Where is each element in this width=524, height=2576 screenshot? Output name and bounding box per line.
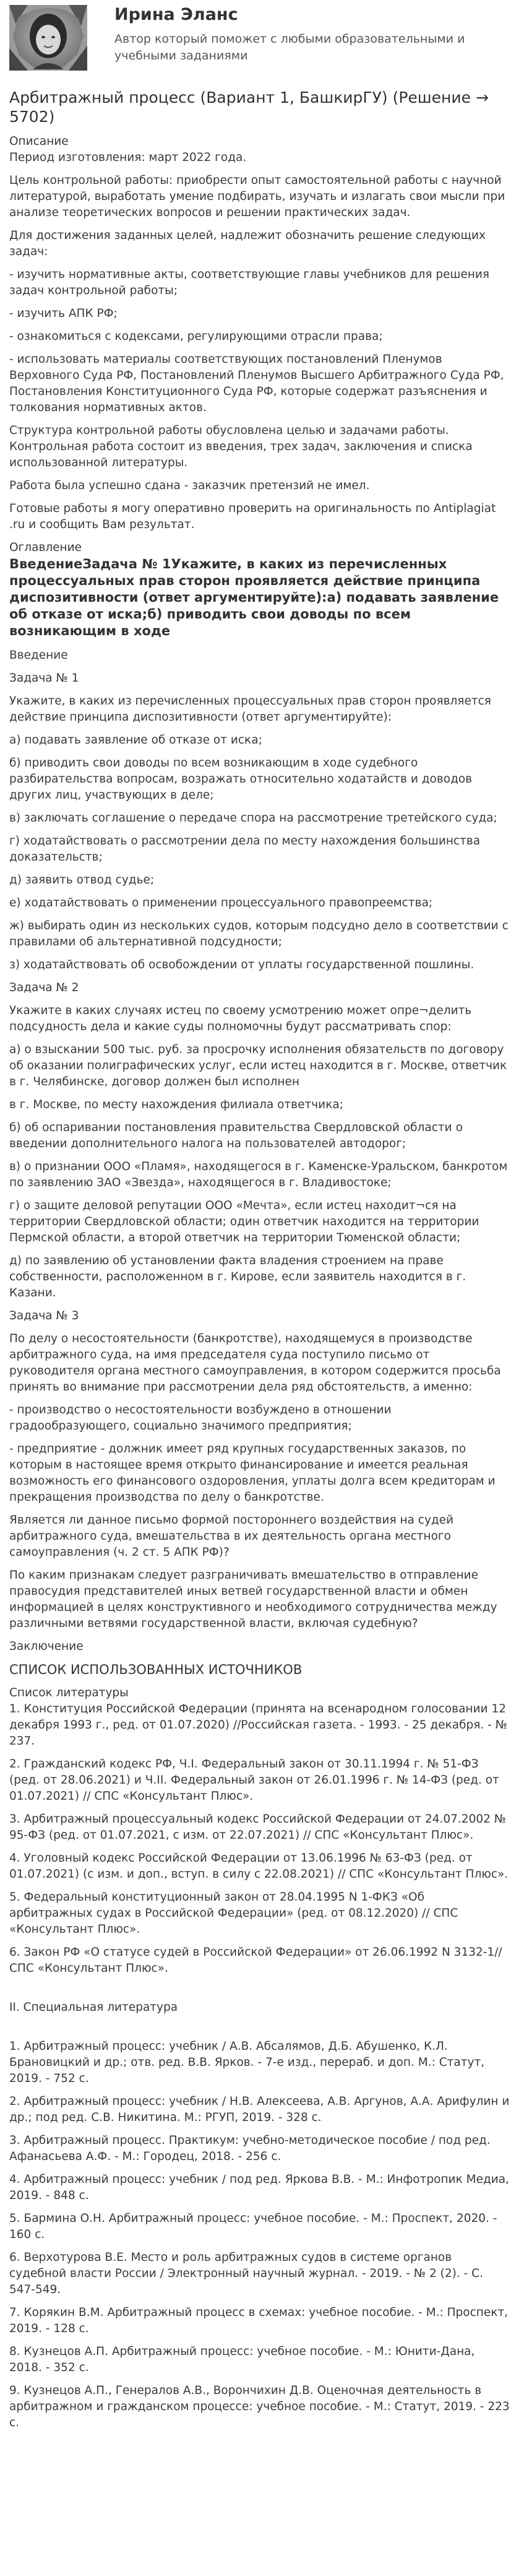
task3-label: Задача № 3 xyxy=(9,1309,79,1322)
task1-item: б) приводить свои доводы по всем возникающим в ходе судебного разбирательства вопросам, возражать относительно ходатайств и доводов других лиц, участвующих в деле; xyxy=(9,757,473,802)
special-literature-item: 4. Арбитражный процесс: учебник / под ред. Яркова В.В. - М.: Инфотропик Медиа, 2019. - 848 с. xyxy=(9,2173,510,2202)
task1-item: в) заключать соглашение о передаче спора на рассмотрение третейского суда; xyxy=(9,812,497,825)
author-header xyxy=(9,0,515,74)
intro-paragraph: Для достижения заданных целей, надлежит обозначить решение следующих задач: xyxy=(9,229,486,258)
spacer xyxy=(9,1984,510,2000)
author-description: Автор который поможет с любыми образовательными и учебными заданиями xyxy=(114,32,465,63)
task3-item: - производство о несостоятельности возбуждено в отношении градообразующего, социально значимого предприятия; xyxy=(9,1403,392,1433)
literature-list-label: Список литературы xyxy=(9,1686,129,1699)
bibliography-heading: СПИСОК ИСПОЛЬЗОВАННЫХ ИСТОЧНИКОВ xyxy=(9,1662,303,1677)
production-date: Период изготовления: март 2022 года. xyxy=(9,151,247,164)
task2-item: б) об оспаривании постановления правительства Свердловской области о введении дополнительного налога на пользователей автодорог; xyxy=(9,1121,463,1150)
task2-item: Укажите в каких случаях истец по своему усмотрению может опре¬делить подсудность дела и какие суды полномочны будут рассматривать спор: xyxy=(9,1004,472,1033)
special-literature-item: 2. Арбитражный процесс: учебник / Н.В. Алексеева, А.В. Аргунов, А.А. Арифулин и др.; под ред. С.В. Никитина. М.: РГУП, 2019. - 328 с. xyxy=(9,2095,510,2124)
special-literature-item: 8. Кузнецов А.П. Арбитражный процесс: учебное пособие. - М.: Юнити-Дана, 2018. - 352 с. xyxy=(9,2345,475,2374)
intro-section-label: Введение xyxy=(9,649,68,662)
special-literature-label: II. Специальная литература xyxy=(9,2001,178,2014)
author-avatar[interactable] xyxy=(9,5,87,71)
document-content xyxy=(9,88,510,2438)
intro-paragraph: Работа была успешно сдана - заказчик претензий не имел. xyxy=(9,479,370,492)
literature-item: 4. Уголовный кодекс Российской Федерации от 13.06.1996 № 63-ФЗ (ред. от 01.07.2021) (с изм. и доп., вступ. в силу с 22.08.2021) // СПС «Консультант Плюс». xyxy=(9,1852,509,1881)
intro-paragraph: Цель контрольной работы: приобрести опыт самостоятельной работы с научной литературой, выработать умение подбирать, изучать и излагать свои мысли при анализе теоретических вопросов и решении практических задач. xyxy=(9,174,505,219)
intro-paragraph: Структура контрольной работы обусловлена целью и задачами работы. Контрольная работа состоит из введения, трех задач, заключения и списка использованной литературы. xyxy=(9,424,473,469)
special-literature-item: 6. Верхотурова В.Е. Место и роль арбитражных судов в системе органов судебной власти России / Электронный научный журнал. - 2019. - № 2 (2). - С. 547-549. xyxy=(9,2251,483,2296)
toc-label: Оглавление xyxy=(9,541,82,554)
literature-item: 6. Закон РФ «О статусе судей в Российской Федерации» от 26.06.1992 N 3132-1// СПС «Консультант Плюс». xyxy=(9,1946,502,1975)
special-literature-item: 9. Кузнецов А.П., Генералов А.В., Ворончихин Д.В. Оценочная деятельность в арбитражном и гражданском процессе: учебное пособие. - М.: Статут, 2019. - 223 с. xyxy=(9,2384,510,2429)
author-name[interactable]: Ирина Эланс xyxy=(114,5,238,24)
task3-item: По делу о несостоятельности (банкротстве), находящемуся в производстве арбитражного суда, на имя председателя суда поступило письмо от руководителя органа местного самоуправления, в котором содержится просьба принять во внимание при рассмотрении дела ряд обстоятельств, а именно: xyxy=(9,1332,501,1394)
intro-paragraph: Готовые работы я могу оперативно проверить на оригинальность по Antiplagiat .ru и сообщить Вам результат. xyxy=(9,502,496,531)
toc-bold-text: ВведениеЗадача № 1Укажите, в каких из перечисленных процессуальных прав сторон проявляется действие принципа диспозитивности (ответ аргументируйте):а) подавать заявление об отказе от иска;б) приводить свои доводы по всем возникающим в ходе xyxy=(9,557,499,638)
spacer xyxy=(9,2023,510,2039)
task2-item: д) по заявлению об установлении факта владения строением на праве собственности, расположенном в г. Кирове, если заявитель находится в г. Казани. xyxy=(9,1254,466,1299)
literature-item: 3. Арбитражный процессуальный кодекс Российской Федерации от 24.07.2002 № 95-ФЗ (ред. от 01.07.2021, с изм. от 22.07.2021) // СПС «Консультант Плюс». xyxy=(9,1813,507,1842)
literature-item: 2. Гражданский кодекс РФ, Ч.I. Федеральный закон от 30.11.1994 г. № 51-ФЗ (ред. от 28.06.2021) и Ч.II. Федеральный закон от 26.01.1996 г. № 14-ФЗ (ред. от 01.07.2021) // СПС «Консультант Плюс». xyxy=(9,1758,499,1803)
task2-item: в) о признании ООО «Пламя», находящегося в г. Каменске-Уральском, банкротом по заявлению ЗАО «Звезда», находящегося в г. Владивостоке; xyxy=(9,1160,508,1189)
task1-item: з) ходатайствовать об освобождении от уплаты государственной пошлины. xyxy=(9,958,475,971)
task1-label: Задача № 1 xyxy=(9,672,79,685)
task3-item: - предприятие - должник имеет ряд крупных государственных заказов, по которым в настоящее время открыто финансирование и имеется реальная возможность его финансового оздоровления, уплаты долга всем кредиторам и прекращения производства по делу о банкротстве. xyxy=(9,1442,496,1504)
document-title: Арбитражный процесс (Вариант 1, БашкирГУ) (Решение → 5702) xyxy=(9,89,489,126)
literature-item: 1. Конституция Российской Федерации (принята на всенародном голосовании 12 декабря 1993 г., ред. от 01.07.2020) //Российская газета. - 1993. - 25 декабря. - № 237. xyxy=(9,1702,507,1748)
task1-item: г) ходатайствовать о рассмотрении дела по месту нахождения большинства доказательств; xyxy=(9,835,481,864)
task3-item: По каким признакам следует разграничивать вмешательство в отправление правосудия представителей иных ветвей государственной власти и обмен информацией в целях конструктивного и необходимого сотрудничества между различными ветвями государственной власти, включая судебную? xyxy=(9,1569,497,1630)
task2-item: в г. Москве, по месту нахождения филиала ответчика; xyxy=(9,1098,343,1111)
special-literature-item: 3. Арбитражный процесс. Практикум: учебно-методическое пособие / под ред. Афанасьева А.Ф. - М.: Городец, 2018. - 256 с. xyxy=(9,2134,491,2163)
intro-paragraph: - ознакомиться с кодексами, регулирующими отрасли права; xyxy=(9,330,383,343)
task1-item: Укажите, в каких из перечисленных процессуальных прав сторон проявляется действие принципа диспозитивности (ответ аргументируйте): xyxy=(9,695,491,724)
conclusion-label: Заключение xyxy=(9,1640,84,1653)
special-literature-item: 7. Корякин В.М. Арбитражный процесс в схемах: учебное пособие. - М.: Проспект, 2019. - 128 с. xyxy=(9,2306,509,2335)
intro-paragraph: - изучить АПК РФ; xyxy=(9,307,118,320)
task1-item: а) подавать заявление об отказе от иска; xyxy=(9,734,262,747)
task1-item: д) заявить отвод судье; xyxy=(9,874,155,887)
task2-label: Задача № 2 xyxy=(9,981,79,994)
description-label: Описание xyxy=(9,135,69,148)
intro-paragraph: - изучить нормативные акты, соответствующие главы учебников для решения задач контрольной работы; xyxy=(9,268,490,297)
task2-item: г) о защите деловой репутации ООО «Мечта», если истец находит¬ся на территории Свердловской области; один ответчик находится на территории Пермской области, а второй ответчик на территории Тюменской области; xyxy=(9,1199,479,1244)
literature-item: 5. Федеральный конституционный закон от 28.04.1995 N 1-ФКЗ «Об арбитражных судах в Российской Федерации» (ред. от 08.12.2020) // СПС «Консультант Плюс». xyxy=(9,1891,458,1936)
task1-item: е) ходатайствовать о применении процессуального правопреемства; xyxy=(9,896,433,909)
task1-item: ж) выбирать один из нескольких судов, которым подсудно дело в соответствии с правилами об альтернативной подсудности; xyxy=(9,919,509,948)
intro-paragraph: - использовать материалы соответствующих постановлений Пленумов Верховного Суда РФ, Постановлений Пленумов Высшего Арбитражного Суда РФ, Постановления Конституционного Суда РФ, которые содержат разъяснения и толкования нормативных актов. xyxy=(9,353,504,414)
special-literature-item: 5. Бармина О.Н. Арбитражный процесс: учебное пособие. - М.: Проспект, 2020. - 160 с. xyxy=(9,2212,497,2241)
task2-item: а) о взыскании 500 тыс. руб. за просрочку исполнения обязательств по договору об оказании полиграфических услуг, если истец находится в г. Москве, ответчик в г. Челябинске, договор должен был исполнен xyxy=(9,1043,507,1088)
special-literature-item: 1. Арбитражный процесс: учебник / А.В. Абсалямов, Д.Б. Абушенко, К.Л. Брановицкий и др.; отв. ред. В.В. Ярков. - 7-е изд., перераб. и доп. М.: Статут, 2019. - 752 с. xyxy=(9,2040,485,2085)
task3-item: Является ли данное письмо формой постороннего воздействия на судей арбитражного суда, вмешательства в их деятельность органа местного самоуправления (ч. 2 ст. 5 АПК РФ)? xyxy=(9,1514,454,1559)
